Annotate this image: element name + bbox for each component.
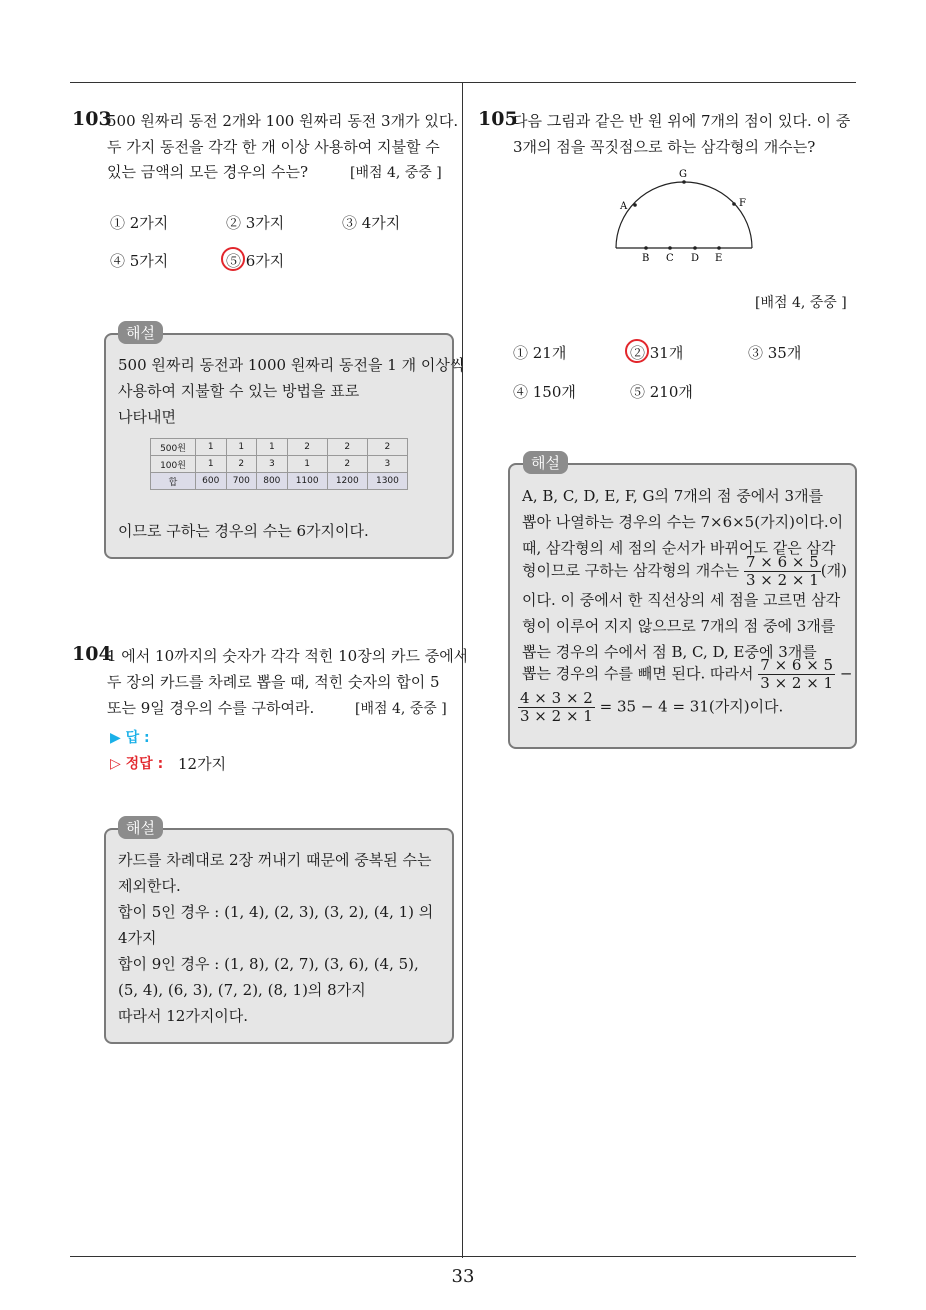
exp-text: − (839, 664, 853, 683)
q104-exp-line-5: 합이 9인 경우 : (1, 8), (2, 7), (3, 6), (4, 5), (118, 955, 419, 973)
q105-option-1[interactable]: ① 21개 (513, 344, 567, 362)
table-row (151, 456, 408, 473)
q104-exp-line-6: (5, 4), (6, 3), (7, 2), (8, 1)의 8가지 (118, 981, 366, 999)
label-e: E (715, 253, 723, 264)
q103-line-3: 있는 금액의 모든 경우의 수는? (107, 163, 308, 181)
q103-option-1[interactable]: ① 2가지 (110, 214, 169, 232)
point-c (668, 246, 672, 250)
fraction-denominator: 3 × 2 × 1 (520, 707, 593, 725)
table-cell: 2 (327, 439, 367, 456)
label-f: F (739, 198, 746, 209)
fraction-numerator: 4 × 3 × 2 (520, 689, 593, 707)
q103-exp-line-2: 사용하여 지불할 수 있는 방법을 표로 (118, 382, 360, 400)
bottom-rule (70, 1256, 856, 1257)
table-row (151, 439, 408, 456)
q103-exp-line-3: 나타내면 (118, 408, 176, 426)
q103-number: 103 (72, 108, 112, 130)
q105-option-5[interactable]: ⑤ 210개 (630, 383, 693, 401)
q105-score: [배점 4, 중중 ] (755, 295, 847, 311)
q104-correct-label: ▷ 정답 : (110, 756, 164, 772)
q105-exp-line-1: A, B, C, D, E, F, G의 7개의 점 중에서 3개를 (522, 487, 824, 505)
top-rule (70, 82, 856, 83)
fraction-denominator: 3 × 2 × 1 (760, 674, 834, 692)
table-cell: 2 (226, 456, 257, 473)
semicircle-arc (616, 182, 752, 248)
q104-line-2: 두 장의 카드를 차례로 뽑을 때, 적힌 숫자의 합이 5 (107, 673, 440, 691)
point-e (717, 246, 721, 250)
q104-exp-line-1: 카드를 차례대로 2장 꺼내기 때문에 중복된 수는 (118, 851, 432, 869)
q105-line-2: 3개의 점을 꼭짓점으로 하는 삼각형의 개수는? (513, 138, 816, 156)
table-cell: 1 (257, 439, 288, 456)
label-b: B (642, 253, 650, 264)
table-cell: 2 (287, 439, 327, 456)
exp-text: 뽑는 경우의 수를 빼면 된다. 따라서 (522, 664, 754, 683)
fraction-numerator: 7 × 6 × 5 (760, 656, 834, 674)
label-d: D (691, 253, 700, 264)
q105-exp-line-9 (518, 690, 783, 725)
q104-explanation-tag: 해설 (118, 816, 163, 839)
q104-exp-line-4: 4가지 (118, 929, 157, 947)
point-d (693, 246, 697, 250)
q105-exp-line-4 (522, 554, 847, 589)
q103-option-3[interactable]: ③ 4가지 (342, 214, 401, 232)
q105-option-3[interactable]: ③ 35개 (748, 344, 802, 362)
point-b (644, 246, 648, 250)
q105-option-4[interactable]: ④ 150개 (513, 383, 576, 401)
q104-correct-value: 12가지 (178, 755, 227, 773)
q103-explanation-tag: 해설 (118, 321, 163, 344)
table-cell: 800 (257, 473, 288, 490)
q105-exp-line-6: 형이 이루어 지지 않으므로 7개의 점 중에 3개를 (522, 617, 836, 635)
table-cell: 700 (226, 473, 257, 490)
q105-explanation-tag: 해설 (523, 451, 568, 474)
q104-answer-label: ▶ 답 : (110, 730, 150, 746)
page-number: 33 (451, 1266, 475, 1287)
q105-option-2[interactable]: ② 31개 (630, 344, 684, 362)
exp-text: (개) (820, 561, 847, 580)
fraction (518, 690, 595, 725)
q104-score: [배점 4, 중중 ] (355, 701, 447, 717)
point-a (633, 203, 637, 207)
q104-line-1: 1 에서 10까지의 숫자가 각각 적힌 10장의 카드 중에서 (107, 647, 469, 665)
table-cell: 1200 (327, 473, 367, 490)
q103-exp-line-1: 500 원짜리 동전과 1000 원짜리 동전을 1 개 이상씩 (118, 356, 465, 374)
label-a: A (620, 201, 628, 212)
fraction-numerator: 7 × 6 × 5 (745, 553, 819, 571)
table-cell: 1 (226, 439, 257, 456)
table-cell: 500원 (151, 439, 196, 456)
table-cell: 1 (196, 439, 227, 456)
q105-exp-line-8 (522, 657, 852, 692)
q105-selected-mark (625, 339, 649, 363)
q103-line-1: 500 원짜리 동전 2개와 100 원짜리 동전 3개가 있다. (107, 112, 459, 130)
table-cell: 3 (257, 456, 288, 473)
point-f (732, 202, 736, 206)
point-g (682, 180, 686, 184)
q103-option-2[interactable]: ② 3가지 (226, 214, 285, 232)
fraction (758, 657, 835, 692)
fraction (744, 554, 821, 589)
column-divider (462, 82, 463, 1258)
table-cell: 100원 (151, 456, 196, 473)
exp-text: 형이므로 구하는 삼각형의 개수는 (522, 561, 740, 580)
q105-exp-line-5: 이다. 이 중에서 한 직선상의 세 점을 고르면 삼각 (522, 591, 841, 609)
q105-number: 105 (478, 108, 518, 130)
table-cell: 2 (367, 439, 407, 456)
table-cell: 1100 (287, 473, 327, 490)
q103-score: [배점 4, 중중 ] (350, 165, 442, 181)
q104-exp-line-3: 합이 5인 경우 : (1, 4), (2, 3), (3, 2), (4, 1) 의 (118, 903, 434, 921)
table-cell: 1 (287, 456, 327, 473)
table-cell: 600 (196, 473, 227, 490)
q103-option-5[interactable]: ⑤ 6가지 (226, 252, 285, 270)
table-cell: 1300 (367, 473, 407, 490)
q104-exp-line-7: 따라서 12가지이다. (118, 1007, 249, 1025)
q103-solution-table (150, 438, 408, 490)
label-g: G (679, 169, 687, 180)
label-c: C (666, 253, 674, 264)
q103-conclusion: 이므로 구하는 경우의 수는 6가지이다. (118, 522, 369, 540)
table-cell: 3 (367, 456, 407, 473)
table-cell: 2 (327, 456, 367, 473)
exp-text: = 35 − 4 = 31(가지)이다. (599, 697, 784, 716)
table-cell: 합 (151, 473, 196, 490)
q104-line-3: 또는 9일 경우의 수를 구하여라. (107, 699, 315, 717)
table-row (151, 473, 408, 490)
semicircle-figure (600, 164, 770, 266)
q103-line-2: 두 가지 동전을 각각 한 개 이상 사용하여 지불할 수 (107, 138, 440, 156)
q105-line-1: 다음 그림과 같은 반 원 위에 7개의 점이 있다. 이 중 (513, 112, 851, 130)
q105-exp-line-3: 때, 삼각형의 세 점의 순서가 바뀌어도 같은 삼각 (522, 539, 836, 557)
q103-option-4[interactable]: ④ 5가지 (110, 252, 169, 270)
q104-exp-line-2: 제외한다. (118, 877, 181, 895)
q104-number: 104 (72, 643, 112, 665)
q103-selected-mark (221, 247, 245, 271)
q105-exp-line-7: 뽑는 경우의 수에서 점 B, C, D, E중에 3개를 (522, 643, 817, 661)
table-cell: 1 (196, 456, 227, 473)
q105-exp-line-2: 뽑아 나열하는 경우의 수는 7×6×5(가지)이다.이 (522, 513, 844, 531)
fraction-denominator: 3 × 2 × 1 (745, 571, 819, 589)
